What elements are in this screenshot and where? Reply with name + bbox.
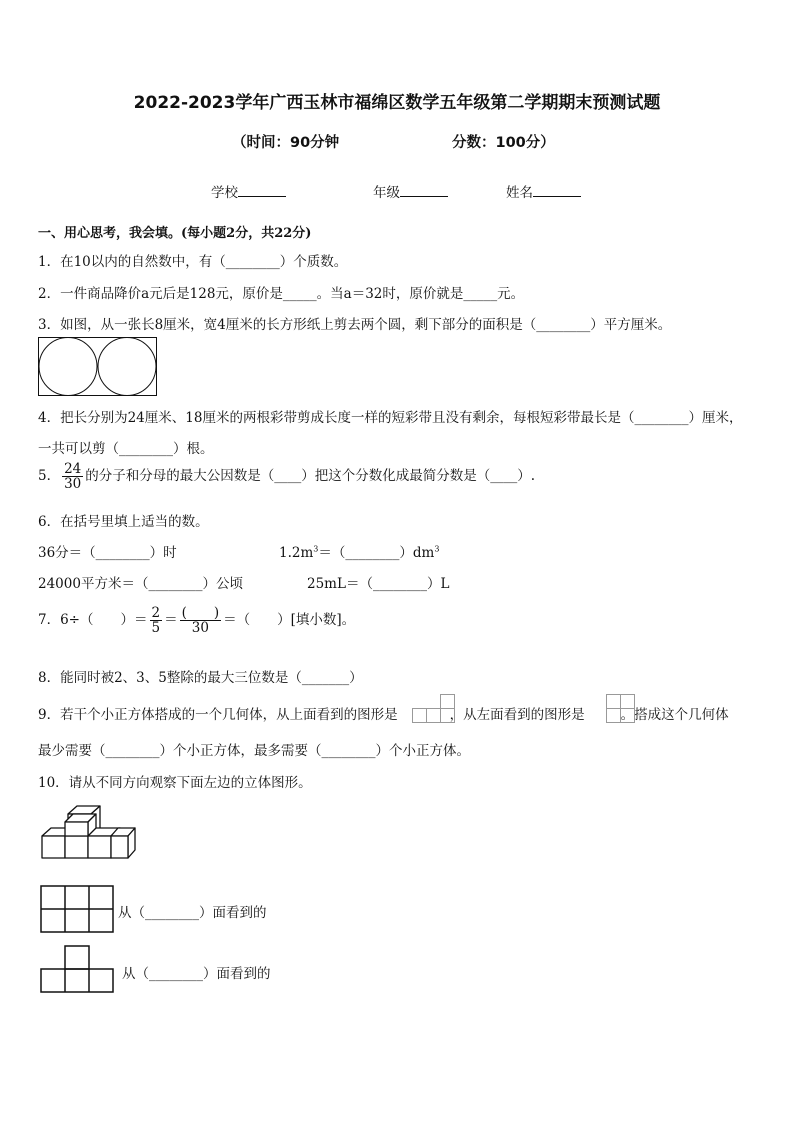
- q6-item-a: 36分＝（________）时: [38, 545, 177, 561]
- q6-item-b: [279, 541, 439, 561]
- question-7: [38, 606, 355, 635]
- question-9-line-2: 最少需要（________）个小正方体，最多需要（________）个小正方体。: [38, 743, 470, 759]
- question-1: 1．在10以内的自然数中，有（________）个质数。: [38, 254, 348, 270]
- exam-score: 分数：100分）: [452, 135, 555, 151]
- grade-label: 年级: [373, 185, 400, 201]
- q9-text-b: ，从左面看到的图形是: [449, 707, 585, 723]
- question-10-view-1: 从（________）面看到的: [118, 905, 267, 921]
- q7-equals: ＝: [164, 612, 178, 629]
- question-4-line-1: 4．把长分别为24厘米、18厘米的两根彩带剪成长度一样的短彩带且没有剩余，每根短彩带最长是（________）厘米，: [38, 410, 743, 426]
- q7-part-a: 7．6÷（ ）＝: [38, 612, 148, 629]
- left-view-figure: [604, 694, 638, 724]
- fraction-24-30: [62, 462, 83, 491]
- q5-text: 的分子和分母的最大公因数是（____）把这个分数化成最简分数是（____）.: [85, 468, 536, 485]
- fraction-numerator: 24: [64, 461, 82, 477]
- q7-part-b: ＝（ ）[填小数]。: [223, 612, 356, 629]
- fraction-denominator: 30: [64, 476, 82, 493]
- fraction-denominator: 30: [191, 620, 209, 637]
- name-field: [506, 181, 581, 201]
- rectangle-two-circles-figure: [38, 337, 158, 397]
- school-blank: [238, 184, 286, 197]
- question-10: 10．请从不同方向观察下面左边的立体图形。: [38, 775, 312, 791]
- question-3: 3．如图，从一张长8厘米，宽4厘米的长方形纸上剪去两个圆，剩下部分的面积是（________）平方厘米。: [38, 317, 672, 333]
- q5-prefix: 5．: [38, 468, 61, 485]
- q9-text-a: 9．若干个小正方体搭成的一个几何体，从上面看到的图形是: [38, 707, 398, 723]
- fraction-2-5: [150, 606, 163, 635]
- q6-item-d: 25mL＝（________）L: [307, 576, 450, 592]
- exam-time: （时间：90分钟: [232, 135, 340, 151]
- grade-field: [373, 181, 448, 201]
- top-view-figure: [410, 694, 460, 724]
- question-5: [38, 462, 535, 491]
- school-label: 学校: [211, 185, 238, 201]
- name-blank: [533, 184, 581, 197]
- fraction-denominator: 5: [151, 620, 161, 637]
- name-label: 姓名: [506, 185, 533, 201]
- view-figure-grid-2x3: [40, 885, 114, 933]
- fraction-numerator: 2: [151, 605, 161, 621]
- question-8: 8．能同时被2、3、5整除的最大三位数是（_______）: [38, 670, 363, 686]
- q6-b-mid: ＝（________）dm: [318, 545, 435, 561]
- fraction-blank-30: [180, 606, 222, 635]
- question-2: 2．一件商品降价a元后是128元，原价是_____。当a＝32时，原价就是_____元。: [38, 286, 525, 302]
- page-title: 2022-2023学年广西玉林市福绵区数学五年级第二学期期末预测试题: [133, 93, 661, 113]
- school-field: [211, 181, 286, 201]
- question-4-line-2: 一共可以剪（________）根。: [38, 441, 214, 457]
- q9-text-c: 。搭成这个几何体: [620, 707, 729, 723]
- fraction-numerator: ( ): [181, 605, 220, 621]
- q6-b-pre: 1.2m: [279, 545, 314, 561]
- q6-b-sup2: 3: [434, 544, 440, 554]
- view-figure-t-shape: [40, 945, 114, 993]
- section-heading: 一、用心思考，我会填。(每小题2分，共22分): [38, 226, 312, 241]
- cube-solid-figure: [40, 804, 136, 862]
- grade-blank: [400, 184, 448, 197]
- question-6: 6．在括号里填上适当的数。: [38, 514, 209, 530]
- question-10-view-2: 从（________）面看到的: [122, 966, 271, 982]
- q6-item-c: 24000平方米＝（________）公顷: [38, 576, 243, 592]
- q6-b-sup: 3: [313, 544, 319, 554]
